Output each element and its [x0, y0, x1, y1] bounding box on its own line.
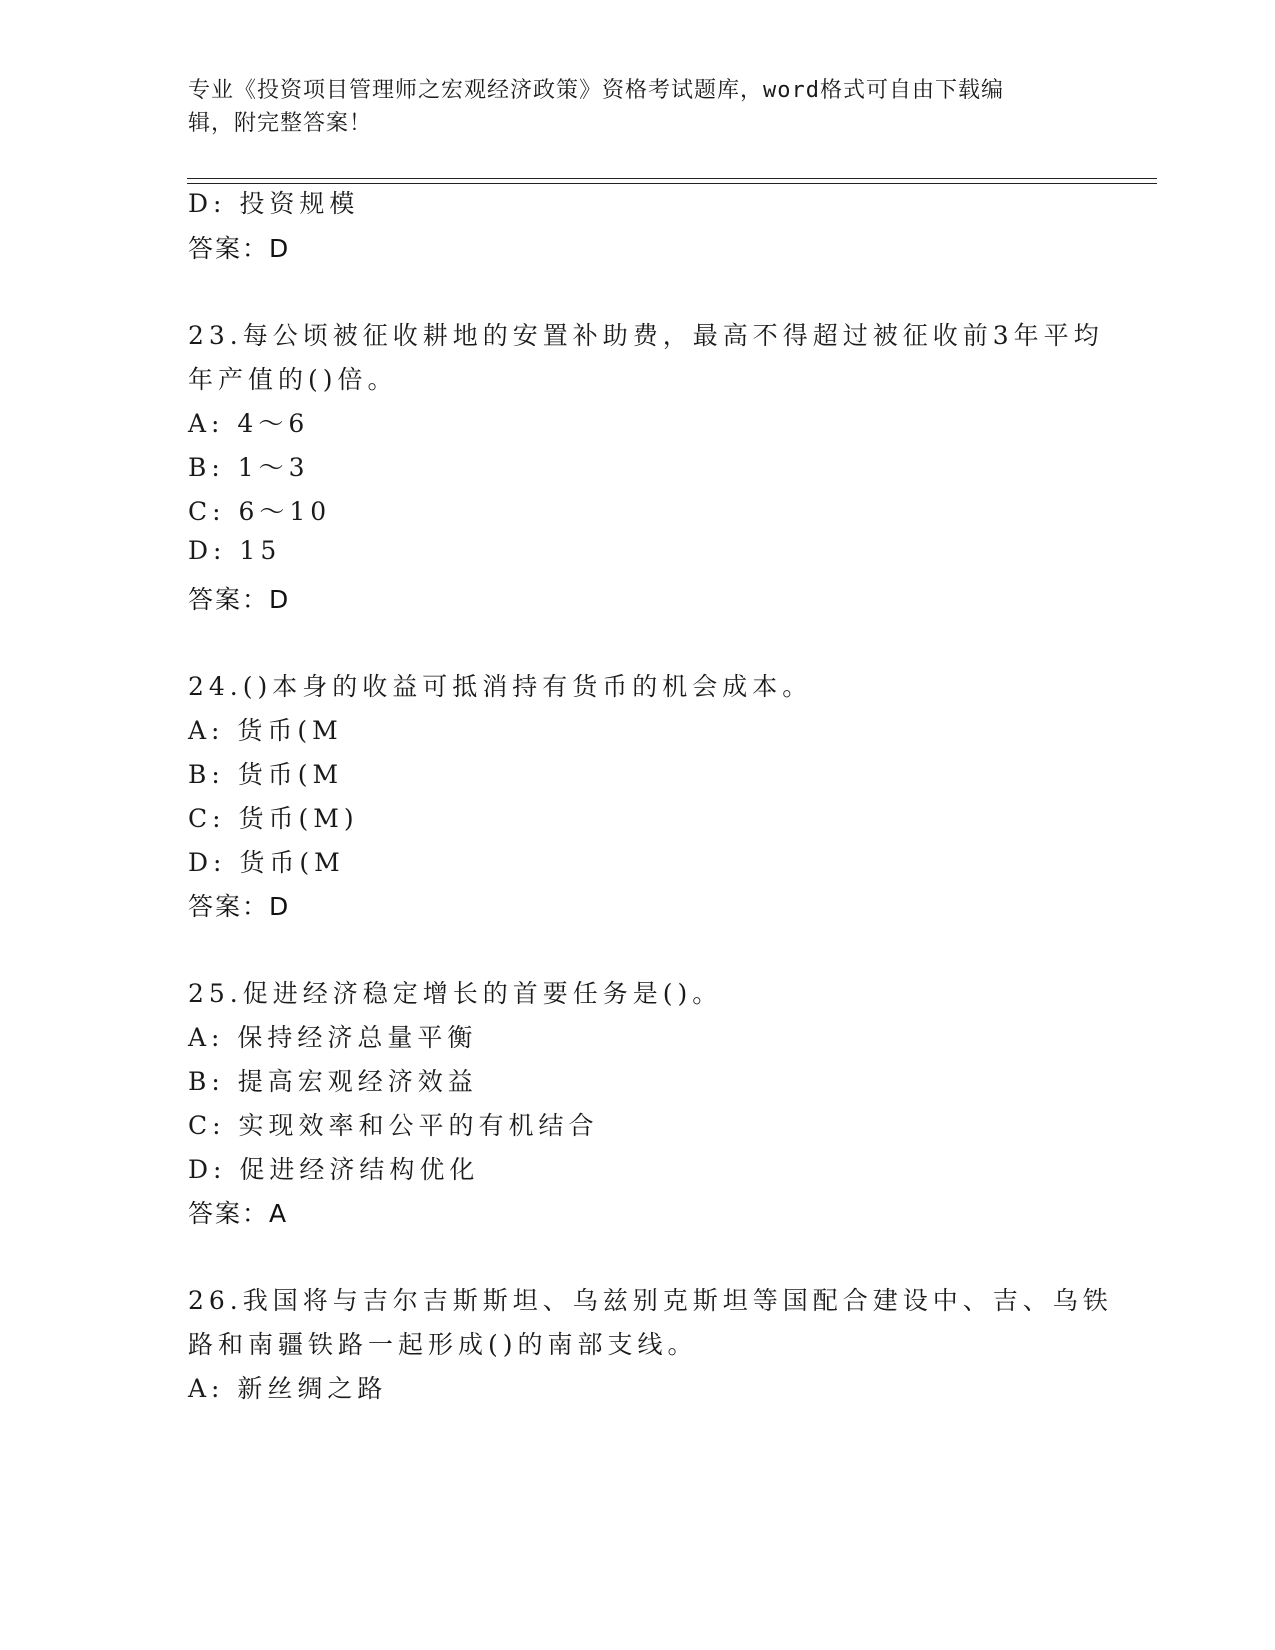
question-25-answer: 答案：A	[188, 1199, 289, 1228]
question-26-stem-line-2: 路和南疆铁路一起形成()的南部支线。	[188, 1330, 698, 1359]
question-24-option-a: A: 货币(M	[188, 716, 343, 745]
question-23-answer: 答案：D	[188, 585, 291, 614]
header-line-2: 辑，附完整答案！	[188, 111, 373, 136]
prev-answer: 答案：D	[188, 234, 291, 263]
question-23-stem-line-2: 年产值的()倍。	[188, 365, 398, 394]
question-24-option-c: C: 货币(M)	[188, 804, 359, 833]
question-23-option-d: D: 15	[188, 536, 282, 565]
question-23-option-b: B: 1～3	[188, 453, 310, 482]
question-23-option-a: A: 4～6	[188, 409, 310, 438]
question-26-option-a: A: 新丝绸之路	[188, 1374, 388, 1403]
question-25-option-a: A: 保持经济总量平衡	[188, 1023, 478, 1052]
prev-option-d: D: 投资规模	[188, 189, 360, 218]
question-24-stem-line-1: 24.()本身的收益可抵消持有货币的机会成本。	[188, 672, 813, 701]
question-26-stem-line-1: 26.我国将与吉尔吉斯斯坦、乌兹别克斯坦等国配合建设中、吉、乌铁	[188, 1286, 1113, 1315]
header-divider-top	[187, 178, 1157, 179]
question-25-option-c: C: 实现效率和公平的有机结合	[188, 1111, 599, 1140]
question-24-option-b: B: 货币(M	[188, 760, 344, 789]
question-24-answer: 答案：D	[188, 892, 291, 921]
question-25-stem-line-1: 25.促进经济稳定增长的首要任务是()。	[188, 979, 723, 1008]
document-header	[188, 74, 1068, 140]
question-25-option-d: D: 促进经济结构优化	[188, 1155, 480, 1184]
header-line-1: 专业《投资项目管理师之宏观经济政策》资格考试题库，word格式可自由下载编	[188, 78, 1004, 103]
question-23-option-c: C: 6～10	[188, 497, 332, 526]
question-24-option-d: D: 货币(M	[188, 848, 345, 877]
question-23-stem-line-1: 23.每公顷被征收耕地的安置补助费，最高不得超过被征收前3年平均	[188, 321, 1104, 350]
question-25-option-b: B: 提高宏观经济效益	[188, 1067, 478, 1096]
